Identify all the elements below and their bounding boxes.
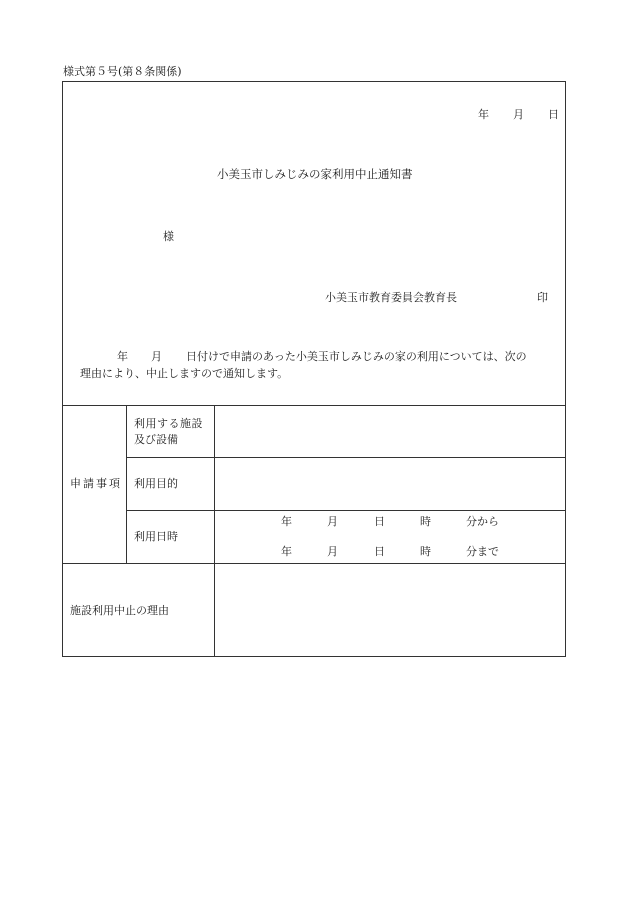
issuer-name: 小美玉市教育委員会教育長 (325, 291, 457, 304)
date-month-label: 月 (513, 108, 524, 121)
to-day-label: 日 (374, 545, 385, 558)
facility-value-cell[interactable] (215, 406, 565, 456)
from-month-label: 月 (327, 515, 338, 528)
to-year-label: 年 (281, 545, 292, 558)
datetime-label: 利用日時 (134, 530, 178, 543)
application-group-label: 申請事項 (70, 477, 122, 490)
from-year-label: 年 (281, 515, 292, 528)
notice-year-label: 年 (117, 350, 128, 363)
reason-value-cell[interactable] (215, 564, 565, 656)
purpose-value-cell[interactable] (215, 458, 565, 509)
from-hour-label: 時 (420, 515, 431, 528)
row2-bottom-border (126, 510, 566, 511)
facility-label-line2: 及び設備 (134, 433, 178, 446)
from-minute-label: 分から (466, 515, 499, 528)
date-day-label: 日 (548, 108, 559, 121)
to-hour-label: 時 (420, 545, 431, 558)
to-minute-label: 分まで (466, 545, 499, 558)
from-day-label: 日 (374, 515, 385, 528)
date-year-label: 年 (478, 108, 489, 121)
facility-label-line1: 利用する施設 (134, 417, 203, 430)
notice-text-line1: 日付けで申請のあった小美玉市しみじみの家の利用については、次の (186, 350, 527, 363)
document-title: 小美玉市しみじみの家利用中止通知書 (217, 167, 413, 181)
reason-label: 施設利用中止の理由 (70, 604, 169, 617)
notice-month-label: 月 (151, 350, 162, 363)
form-label: 様式第５号(第８条関係) (63, 65, 182, 78)
to-month-label: 月 (327, 545, 338, 558)
purpose-label: 利用目的 (134, 477, 178, 490)
seal-mark: 印 (537, 291, 548, 304)
addressee-suffix: 様 (163, 230, 174, 243)
group-divider (126, 405, 127, 563)
notice-text-line2: 理由により、中止しますので通知します。 (80, 367, 289, 380)
